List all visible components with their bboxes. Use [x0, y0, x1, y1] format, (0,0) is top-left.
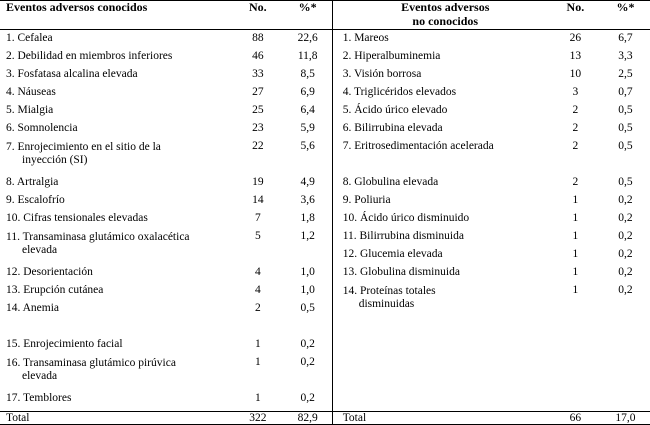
count-value: 19: [252, 175, 264, 188]
list-item-continuation: inyección (SI): [22, 153, 88, 166]
percent-value: 22,6: [297, 31, 318, 44]
percent-value: 0,7: [618, 85, 633, 98]
percent-value: 0,2: [618, 265, 633, 278]
percent-value: 5,9: [300, 121, 315, 134]
percent-value: 0,2: [300, 355, 315, 368]
count-value: 1: [254, 337, 261, 350]
right-no-list: [550, 30, 601, 321]
count-value: 1: [572, 229, 579, 242]
percent-value: 0,2: [300, 337, 315, 350]
list-item: 4. Náuseas: [6, 85, 56, 98]
left-event-list: [0, 30, 232, 411]
count-value: 1: [572, 265, 579, 278]
count-value: 33: [252, 67, 264, 80]
count-value: 88: [252, 31, 264, 44]
count-value: 3: [572, 85, 579, 98]
list-item: 5. Ácido úrico elevado: [342, 103, 448, 116]
percent-value: 5,6: [300, 139, 315, 152]
percent-value: 0,2: [618, 229, 633, 242]
percent-value: 1,0: [300, 283, 315, 296]
percent-value: 0,2: [300, 391, 315, 404]
count-value: 23: [252, 121, 264, 134]
list-item: 2. Debilidad en miembros inferiores: [6, 49, 173, 62]
count-value: 25: [252, 103, 264, 116]
count-value: 46: [252, 49, 264, 62]
header-left-no: No.: [232, 1, 283, 30]
percent-value: 0,5: [618, 121, 633, 134]
list-item: 16. Transaminasa glutámico pirúvica elevada: [0, 357, 232, 393]
list-item: 10. Ácido úrico disminuido: [342, 211, 470, 224]
right-event-list: [337, 30, 550, 321]
list-item: 15. Enrojecimiento facial: [6, 337, 123, 350]
count-value: 1: [572, 193, 579, 206]
list-item: 13. Globulina disminuida: [342, 265, 460, 278]
list-item: 8. Globulina elevada: [342, 175, 439, 188]
count-value: 13: [569, 49, 582, 62]
right-no-cell: [550, 29, 601, 411]
percent-value: [283, 321, 332, 339]
list-item: 6. Bilirrubina elevada: [342, 121, 443, 134]
list-item: 9. Poliuria: [342, 193, 391, 206]
right-pct-cell: [601, 29, 650, 411]
list-item: 12. Desorientación: [6, 265, 93, 278]
list-item-continuation: disminuidas: [358, 297, 415, 310]
list-item: [337, 159, 550, 177]
list-item: 7. Eritrosedimentación acelerada: [342, 139, 494, 152]
list-item-continuation: elevada: [22, 369, 58, 382]
list-item: 7. Enrojecimiento en el sitio de la inyección (SI): [0, 141, 232, 177]
list-item: 11. Transaminasa glutámico oxalacética elevada: [0, 231, 232, 267]
header-left-label: Eventos adversos conocidos: [0, 1, 232, 30]
count-value: 2: [254, 301, 261, 314]
left-labels-cell: [0, 29, 232, 411]
count-value: 2: [572, 103, 579, 116]
count-value: 1: [572, 211, 579, 224]
header-right-label-line2: no conocidos: [412, 13, 479, 28]
left-no-cell: [232, 29, 283, 411]
total-right-pct: 17,0: [601, 411, 650, 425]
table-body-row: [0, 29, 650, 411]
list-item: 11. Bilirrubina disminuida: [342, 229, 464, 242]
percent-value: 0,5: [618, 139, 633, 152]
count-value: 22: [252, 139, 264, 152]
list-item: 8. Artralgia: [6, 175, 59, 188]
total-right-label: Total: [337, 411, 550, 425]
header-right-pct: %*: [601, 1, 650, 30]
count-value: 4: [254, 283, 261, 296]
left-pct-cell: [283, 29, 332, 411]
count-value: 5: [254, 229, 261, 242]
list-item: 1. Cefalea: [6, 31, 53, 44]
total-left-label: Total: [0, 411, 232, 425]
count-value: [550, 159, 601, 177]
count-value: 10: [569, 67, 582, 80]
percent-value: 3,3: [618, 49, 633, 62]
total-left-pct: 82,9: [283, 411, 332, 425]
list-item: 3. Visión borrosa: [342, 67, 422, 80]
list-item: 2. Hiperalbuminemia: [342, 49, 441, 62]
list-item: 3. Fosfatasa alcalina elevada: [6, 67, 138, 80]
list-item: 12. Glucemia elevada: [342, 247, 443, 260]
header-right-no: No.: [550, 1, 601, 30]
count-value: 2: [572, 139, 579, 152]
list-item: 9. Escalofrío: [6, 193, 65, 206]
total-left-no: 322: [232, 411, 283, 425]
left-no-list: [232, 30, 283, 411]
percent-value: 8,5: [300, 67, 315, 80]
percent-value: 0,5: [300, 301, 315, 314]
total-right-no: 66: [550, 411, 601, 425]
percent-value: 6,4: [300, 103, 315, 116]
percent-value: 0,2: [618, 193, 633, 206]
count-value: 26: [569, 31, 582, 44]
list-item: 14. Proteínas totales disminuidas: [337, 285, 550, 321]
right-labels-cell: [337, 29, 550, 411]
percent-value: 11,8: [297, 49, 318, 62]
percent-value: 6,7: [618, 31, 633, 44]
percent-value: 1,2: [300, 229, 315, 242]
percent-value: 0,2: [618, 283, 633, 296]
percent-value: 3,6: [300, 193, 315, 206]
list-item: 13. Erupción cutánea: [6, 283, 104, 296]
list-item: 17. Temblores: [6, 391, 72, 404]
header-right-label: [337, 1, 550, 30]
header-right-label-line1: Eventos adversos: [401, 0, 490, 14]
count-value: 7: [254, 211, 261, 224]
count-value: 4: [254, 265, 261, 278]
list-item: 6. Somnolencia: [6, 121, 78, 134]
list-item: 10. Cifras tensionales elevadas: [6, 211, 148, 224]
header-left-pct: %*: [283, 1, 332, 30]
totals-row: [0, 411, 650, 425]
percent-value: 0,2: [618, 247, 633, 260]
count-value: 1: [572, 247, 579, 260]
list-item-continuation: elevada: [22, 243, 58, 256]
percent-value: 6,9: [300, 85, 315, 98]
count-value: 1: [572, 283, 579, 296]
count-value: 2: [572, 175, 579, 188]
count-value: 27: [252, 85, 264, 98]
percent-value: 0,5: [618, 103, 633, 116]
count-value: 2: [572, 121, 579, 134]
percent-value: [601, 159, 650, 177]
right-pct-list: [601, 30, 650, 321]
table-header-row: [0, 1, 650, 30]
list-item: 4. Triglicéridos elevados: [342, 85, 457, 98]
percent-value: 1,8: [300, 211, 315, 224]
count-value: 14: [252, 193, 264, 206]
count-value: 1: [254, 355, 261, 368]
list-item: 14. Anemia: [6, 301, 60, 314]
count-value: 1: [254, 391, 261, 404]
left-pct-list: [283, 30, 332, 411]
count-value: [232, 321, 283, 339]
percent-value: 0,5: [618, 175, 633, 188]
percent-value: 2,5: [618, 67, 633, 80]
list-item: 5. Mialgia: [6, 103, 54, 116]
percent-value: 0,2: [618, 211, 633, 224]
list-item: [0, 321, 232, 339]
percent-value: 1,0: [300, 265, 315, 278]
list-item: 1. Mareos: [342, 31, 389, 44]
percent-value: 4,9: [300, 175, 315, 188]
